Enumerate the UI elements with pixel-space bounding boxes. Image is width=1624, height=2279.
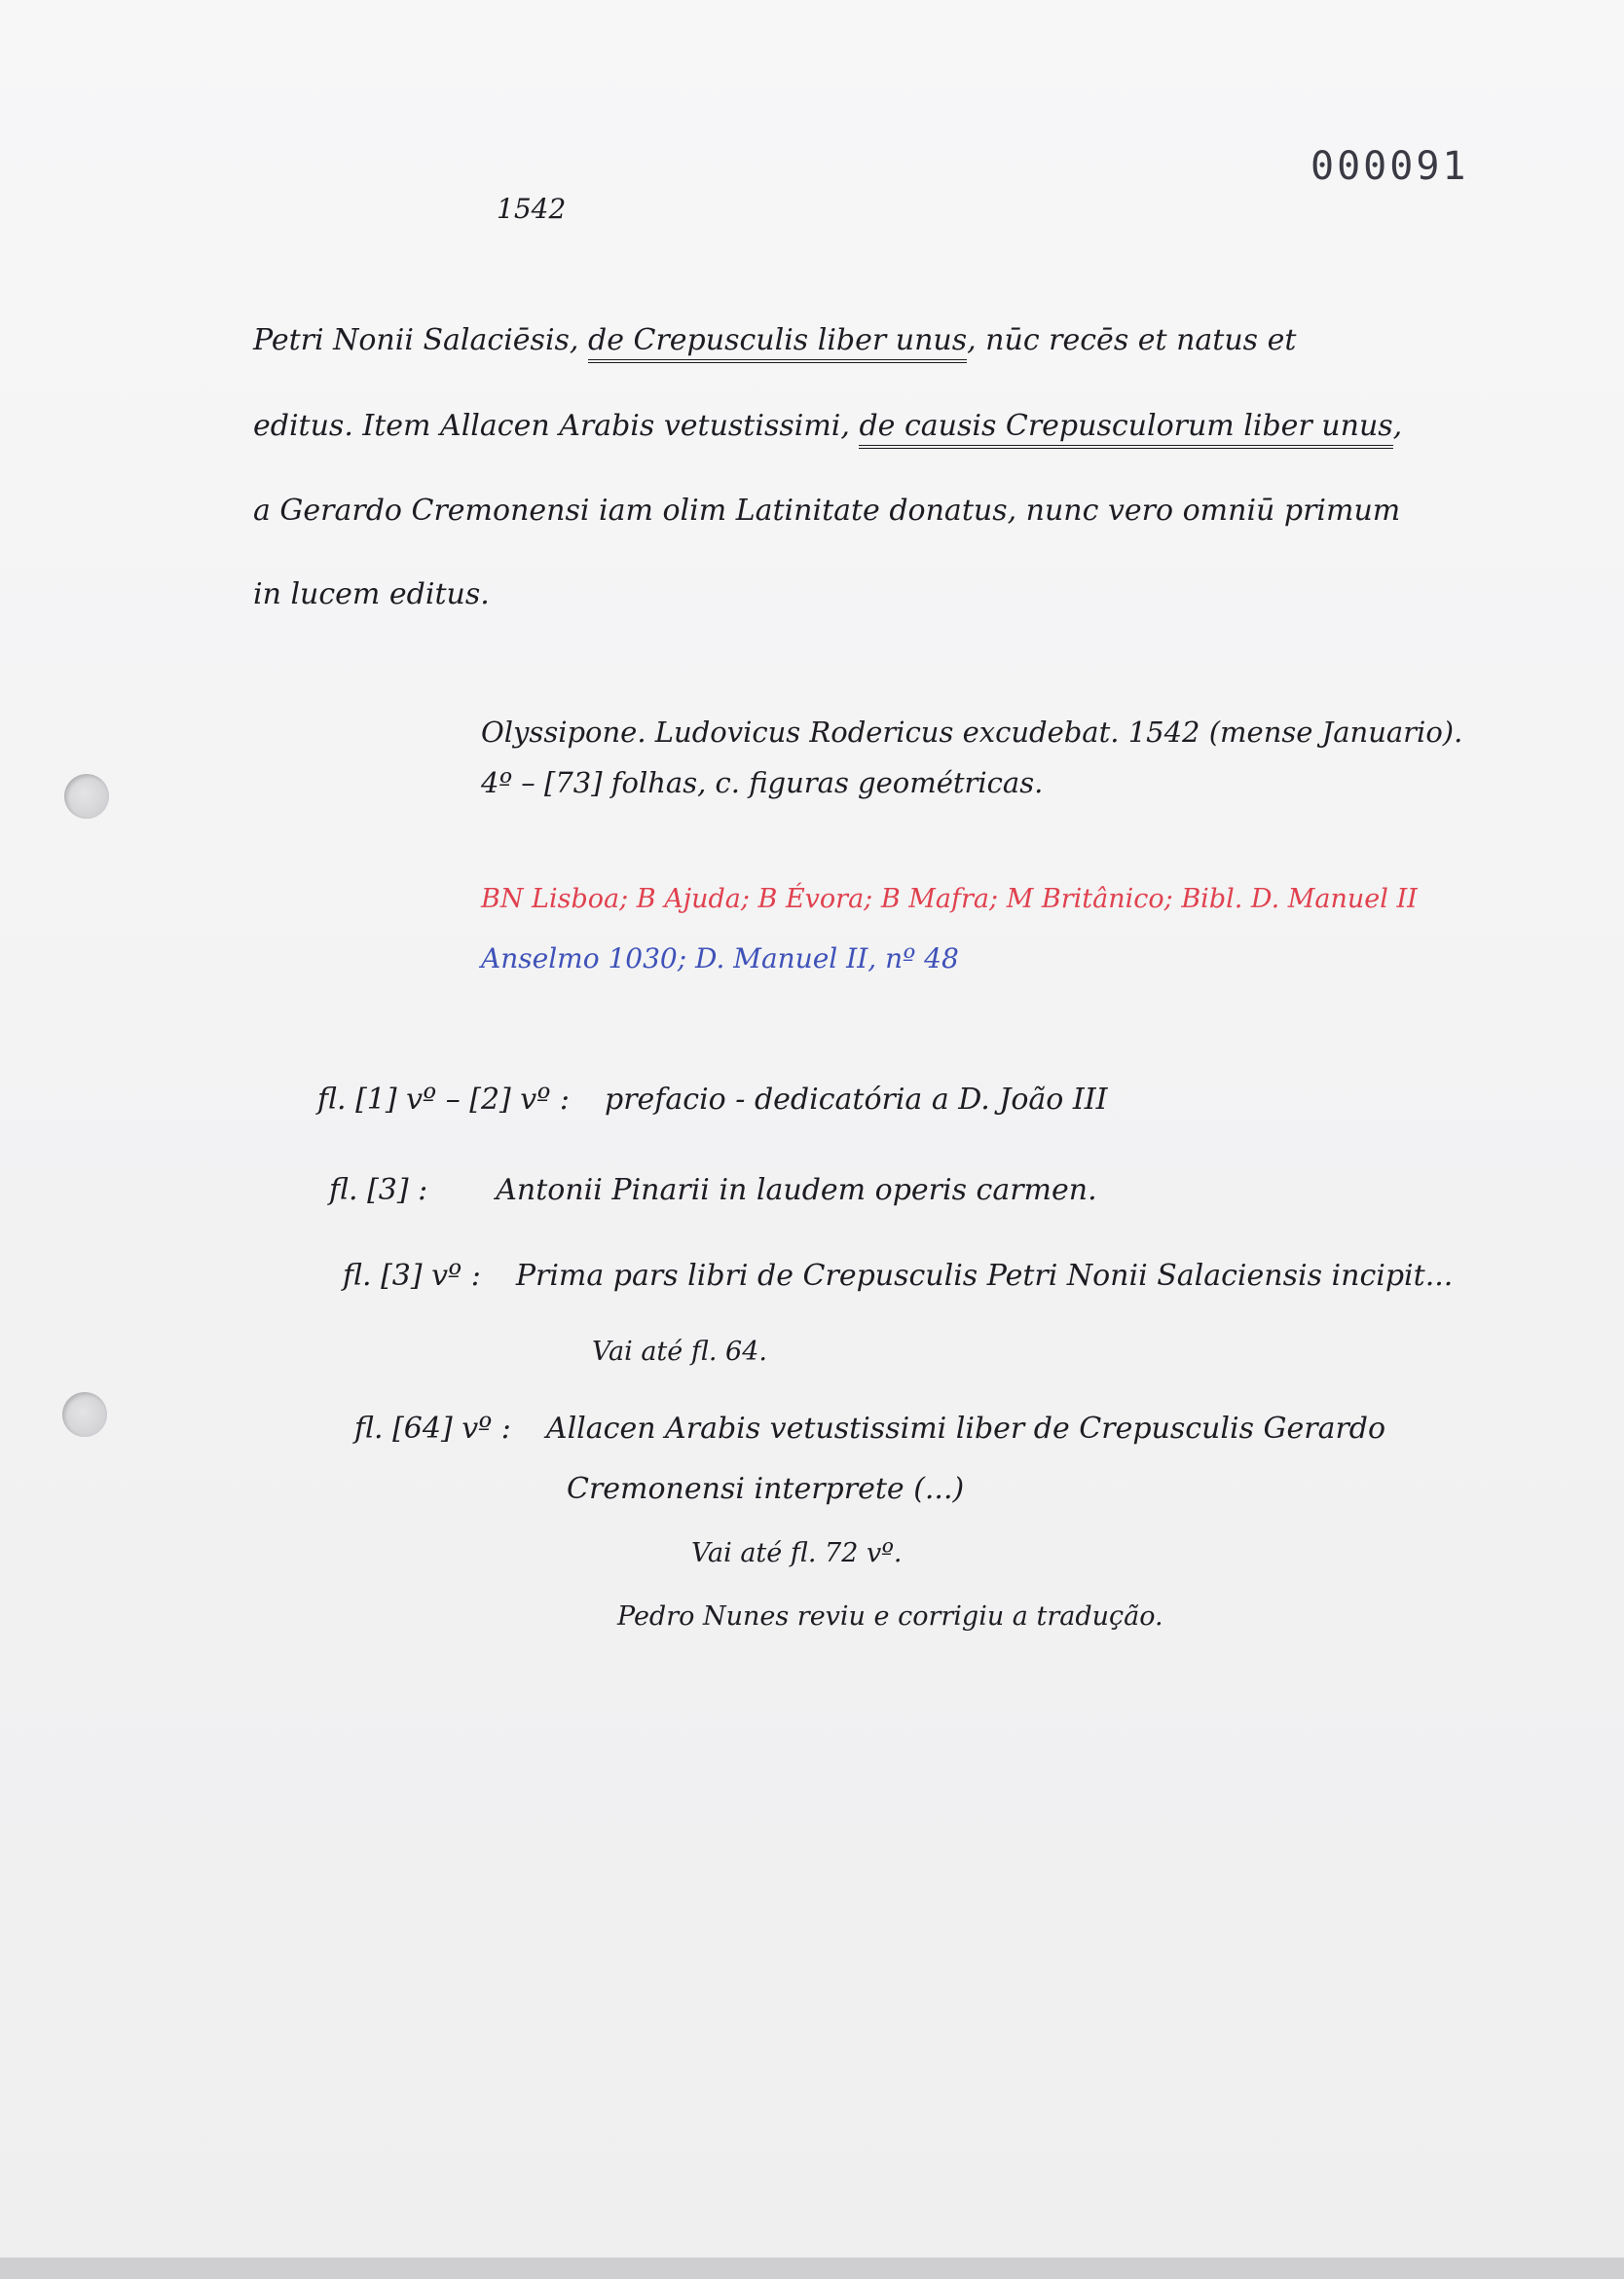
contents-text: Prima pars libri de Crepusculis Petri Nonii Salaciensis incipit... bbox=[515, 1259, 1454, 1293]
underlined-title: de causis Crepusculorum liber unus bbox=[859, 409, 1392, 449]
contents-text: Allacen Arabis vetustissimi liber de Crepusculis Gerardo bbox=[545, 1412, 1386, 1446]
contents-note: Vai até fl. 64. bbox=[592, 1337, 767, 1367]
punch-hole bbox=[62, 1392, 107, 1437]
contents-entry bbox=[317, 1083, 1107, 1117]
folio-ref: fl. [3] : bbox=[329, 1173, 428, 1207]
title-line-2 bbox=[253, 409, 1402, 443]
publication-year: 1542 bbox=[497, 193, 567, 225]
imprint-line-2: 4º – [73] folhas, c. figuras geométricas. bbox=[481, 766, 1044, 799]
punch-hole bbox=[64, 774, 109, 819]
contents-entry bbox=[343, 1259, 1453, 1293]
contents-note: Vai até fl. 72 vº. bbox=[691, 1538, 903, 1568]
library-holdings: BN Lisboa; B Ajuda; B Évora; B Mafra; M Britânico; Bibl. D. Manuel II bbox=[481, 884, 1418, 914]
closing-note: Pedro Nunes reviu e corrigiu a tradução. bbox=[617, 1601, 1163, 1632]
folio-ref: fl. [1] vº – [2] vº : bbox=[317, 1083, 570, 1117]
title-line-1 bbox=[253, 323, 1296, 357]
folio-ref: fl. [64] vº : bbox=[354, 1412, 511, 1446]
contents-text: prefacio - dedicatória a D. João III bbox=[604, 1083, 1108, 1117]
title-text: , nūc recēs et natus et bbox=[967, 323, 1297, 357]
title-text: , bbox=[1392, 409, 1403, 443]
scan-edge bbox=[0, 2258, 1624, 2279]
title-text: Petri Nonii Salaciēsis, bbox=[253, 323, 589, 357]
contents-text-continued: Cremonensi interprete (...) bbox=[567, 1472, 965, 1506]
underlined-title: de Crepusculis liber unus bbox=[588, 323, 967, 363]
contents-entry bbox=[329, 1173, 1097, 1207]
title-line-4: in lucem editus. bbox=[253, 577, 490, 611]
contents-entry bbox=[354, 1412, 1385, 1446]
contents-text: Antonii Pinarii in laudem operis carmen. bbox=[496, 1173, 1097, 1207]
page-number-stamp: 000091 bbox=[1310, 144, 1469, 189]
imprint-line-1: Olyssipone. Ludovicus Rodericus excudebat. 1542 (mense Januario). bbox=[481, 716, 1463, 749]
bibliographic-references: Anselmo 1030; D. Manuel II, nº 48 bbox=[481, 942, 959, 974]
folio-ref: fl. [3] vº : bbox=[343, 1259, 481, 1293]
title-text: editus. Item Allacen Arabis vetustissimi, bbox=[253, 409, 860, 443]
title-line-3: a Gerardo Cremonensi iam olim Latinitate donatus, nunc vero omniū primum bbox=[253, 494, 1401, 528]
